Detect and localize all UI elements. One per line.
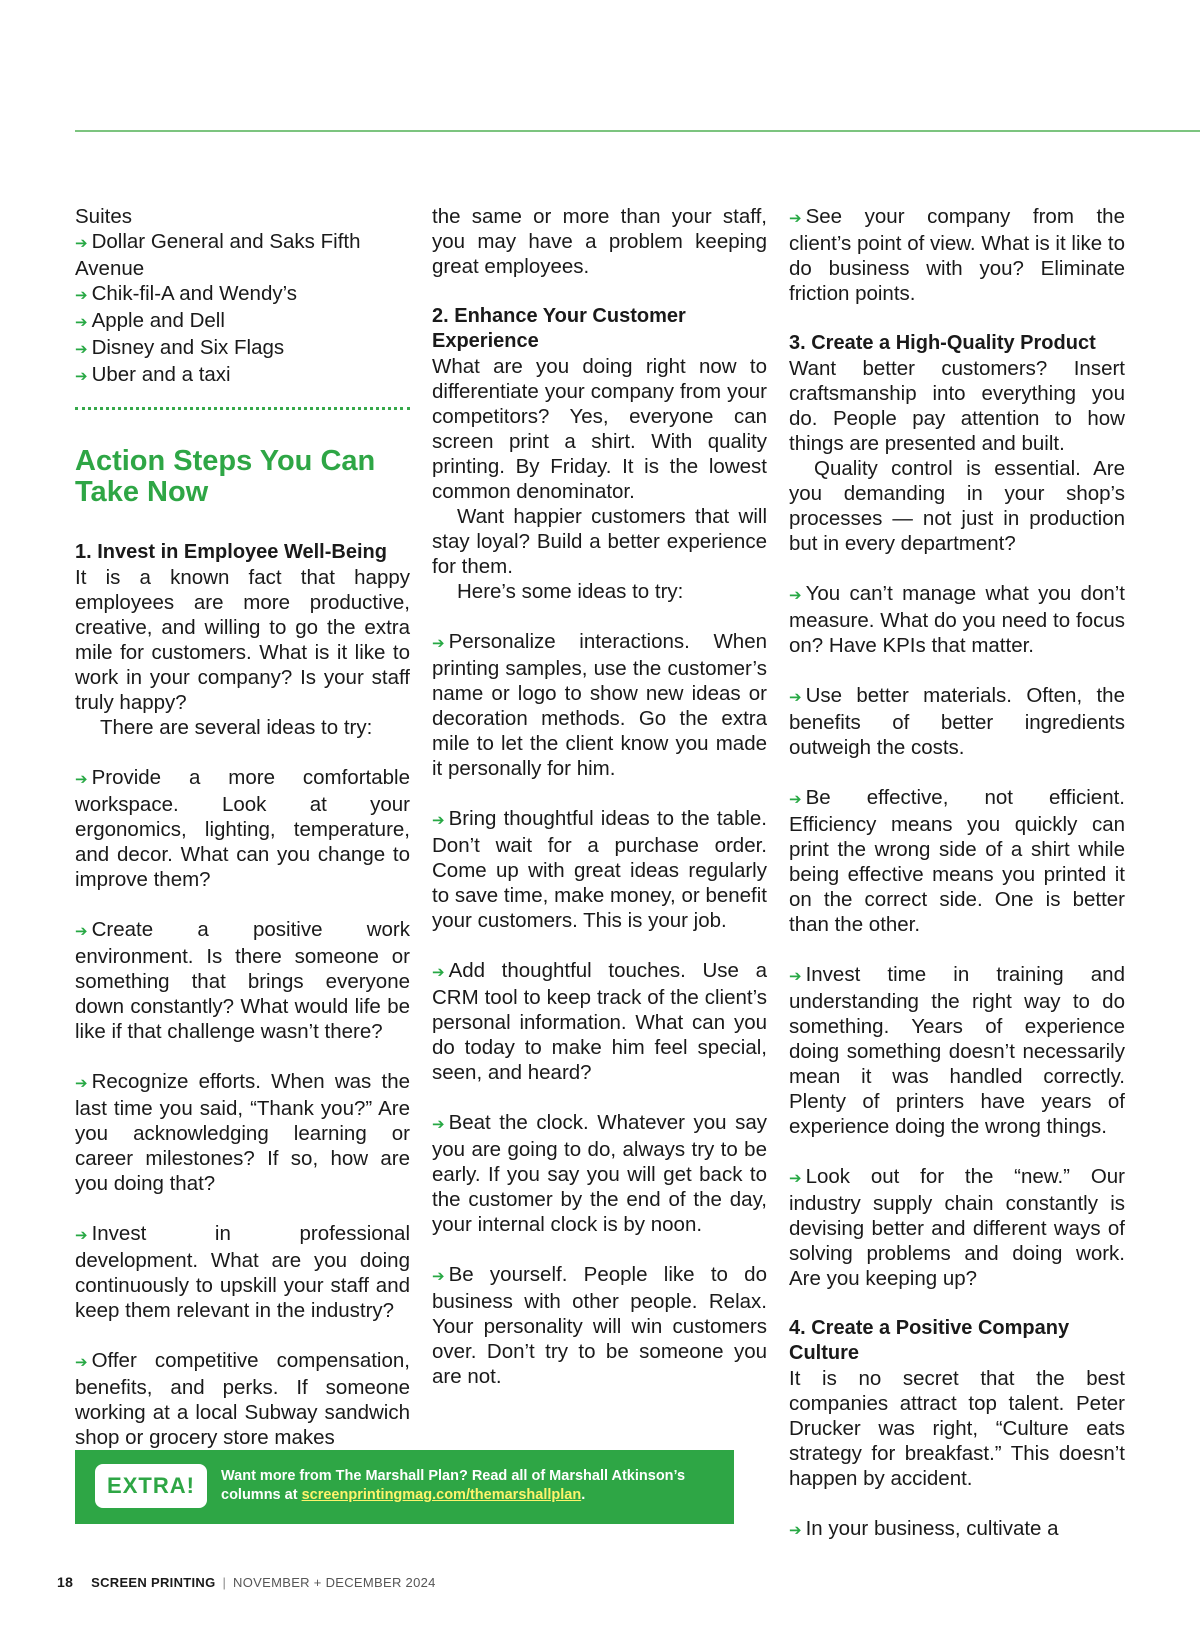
bullet-item: ➔ You can’t manage what you don’t measure. What do you need to focus on? Have KPIs that matter.	[789, 582, 1125, 657]
brand-list	[75, 229, 410, 389]
arrow-right-icon: ➔	[75, 1075, 88, 1092]
footer-separator: |	[222, 1575, 227, 1590]
extra-callout	[75, 1450, 734, 1524]
paragraph: It is a known fact that happy employees are more productive, creative, and willing to go the extra mile for customers. What is it like to work in your company? Is your staff truly happy?	[75, 566, 410, 714]
arrow-right-icon: ➔	[432, 812, 445, 829]
paragraph: the same or more than your staff, you may have a problem keeping great employees.	[432, 205, 767, 278]
extra-badge: EXTRA!	[95, 1464, 207, 1508]
bullet-item: ➔ Look out for the “new.” Our industry supply chain constantly is devising better and different ways of solving problems and doing work. Are you keeping up?	[789, 1165, 1125, 1290]
list-item: ➔ Disney and Six Flags	[75, 335, 410, 362]
arrow-right-icon: ➔	[75, 923, 88, 940]
paragraph: There are several ideas to try:	[100, 716, 373, 739]
paragraph: Want happier customers that will stay loyal? Build a better experience for them.	[432, 505, 767, 578]
step-4-heading: 4. Create a Positive Company Culture	[789, 1317, 1070, 1364]
arrow-right-icon: ➔	[432, 964, 445, 981]
arrow-right-icon: ➔	[75, 341, 88, 358]
bullet-item: ➔ See your company from the client’s point of view. What is it like to do business with you? Eliminate friction points.	[789, 205, 1125, 305]
arrow-right-icon: ➔	[75, 287, 88, 304]
bullet-item: ➔ Beat the clock. Whatever you say you are going to do, always try to be early. If you say you will get back to the customer by the end of the day, your internal clock is by noon.	[432, 1111, 767, 1236]
page-footer	[57, 1574, 436, 1590]
paragraph: Here’s some ideas to try:	[457, 580, 684, 603]
step-3-heading: 3. Create a High-Quality Product	[789, 332, 1096, 354]
bullet-item: ➔ Bring thoughtful ideas to the table. Don’t wait for a purchase order. Come up with great ideas regularly to save time, make money, or benefit your customers. This is your job.	[432, 807, 767, 932]
arrow-right-icon: ➔	[75, 771, 88, 788]
step-1-heading: 1. Invest in Employee Well-Being	[75, 541, 387, 563]
arrow-right-icon: ➔	[789, 1170, 802, 1187]
arrow-right-icon: ➔	[789, 587, 802, 604]
arrow-right-icon: ➔	[789, 1522, 802, 1539]
bullet-item: ➔ Offer competitive compensation, benefits, and perks. If someone working at a local Subway sandwich shop or grocery store makes	[75, 1349, 410, 1449]
bullet-item: ➔ Invest in professional development. What are you doing continuously to upskill your staff and keep them relevant in the industry?	[75, 1222, 410, 1322]
arrow-right-icon: ➔	[789, 210, 802, 227]
bullet-item: ➔ Be yourself. People like to do business with other people. Relax. Your personality will win customers over. Don’t try to be someone you are not.	[432, 1263, 767, 1388]
arrow-right-icon: ➔	[789, 791, 802, 808]
extra-text: Want more from The Marshall Plan? Read all of Marshall Atkinson’s columns at screenprintingmag.com/themarshallplan.	[221, 1468, 686, 1503]
column-2	[432, 204, 767, 1389]
arrow-right-icon: ➔	[75, 1354, 88, 1371]
lead-text: Suites	[75, 205, 132, 228]
issue-date: NOVEMBER + DECEMBER 2024	[233, 1575, 436, 1590]
arrow-right-icon: ➔	[75, 1227, 88, 1244]
dotted-divider	[75, 407, 410, 410]
column-1	[75, 204, 410, 1450]
bullet-item: ➔ Create a positive work environment. Is there someone or something that brings everyone down constantly? What would life be like if that challenge wasn’t there?	[75, 918, 410, 1043]
page-number: 18	[57, 1574, 74, 1590]
arrow-right-icon: ➔	[432, 1116, 445, 1133]
columns-link[interactable]: screenprintingmag.com/themarshallplan	[301, 1487, 582, 1503]
bullet-item: ➔ Recognize efforts. When was the last time you said, “Thank you?” Are you acknowledging learning or career milestones? If so, how are you doing that?	[75, 1070, 410, 1195]
paragraph: Quality control is essential. Are you demanding in your shop’s processes — not just in production but in every department?	[789, 457, 1125, 555]
arrow-right-icon: ➔	[789, 968, 802, 985]
arrow-right-icon: ➔	[75, 235, 88, 252]
paragraph: What are you doing right now to differentiate your company from your competitors? Yes, everyone can screen print a shirt. With quality printing. By Friday. It is the lowest common denominator.	[432, 355, 767, 503]
bullet-item: ➔ Personalize interactions. When printing samples, use the customer’s name or logo to show new ideas or decoration methods. Go the extra mile to let the client know you made it personally for him.	[432, 630, 767, 780]
arrow-right-icon: ➔	[75, 314, 88, 331]
bullet-item: ➔ Provide a more comfortable workspace. Look at your ergonomics, lighting, temperature, and decor. What can you change to improve them?	[75, 766, 410, 891]
list-item: ➔ Chik-fil-A and Wendy’s	[75, 281, 410, 308]
arrow-right-icon: ➔	[789, 689, 802, 706]
arrow-right-icon: ➔	[432, 1268, 445, 1285]
arrow-right-icon: ➔	[432, 635, 445, 652]
paragraph: It is no secret that the best companies attract top talent. Peter Drucker was right, “Culture eats strategy for breakfast.” This doesn’t happen by accident.	[789, 1367, 1125, 1490]
top-rule	[75, 130, 1200, 132]
column-3	[789, 204, 1125, 1543]
bullet-item: ➔ Be effective, not efficient. Efficiency means you quickly can print the wrong side of a shirt while being effective means you printed it on the correct side. One is better than the other.	[789, 786, 1125, 936]
magazine-name: SCREEN PRINTING	[91, 1575, 216, 1590]
bullet-item: ➔ Add thoughtful touches. Use a CRM tool to keep track of the client’s personal information. What can you do today to make him feel special, seen, and heard?	[432, 959, 767, 1084]
list-item: ➔ Apple and Dell	[75, 308, 410, 335]
bullet-item: ➔ Invest time in training and understanding the right way to do something. Years of experience doing something doesn’t necessarily mean it was handled correctly. Plenty of printers have years of experience doing the wrong things.	[789, 963, 1125, 1138]
bullet-item: ➔ Use better materials. Often, the benefits of better ingredients outweigh the costs.	[789, 684, 1125, 759]
list-item: ➔ Dollar General and Saks Fifth Avenue	[75, 230, 361, 280]
list-item: ➔ Uber and a taxi	[75, 362, 410, 389]
paragraph: Want better customers? Insert craftsmanship into everything you do. People pay attention to how things are presented and built.	[789, 357, 1125, 455]
section-heading: Action Steps You Can Take Now	[75, 445, 376, 508]
step-2-heading: 2. Enhance Your Customer Experience	[432, 305, 686, 352]
bullet-item: ➔ In your business, cultivate a	[789, 1516, 1125, 1543]
arrow-right-icon: ➔	[75, 368, 88, 385]
